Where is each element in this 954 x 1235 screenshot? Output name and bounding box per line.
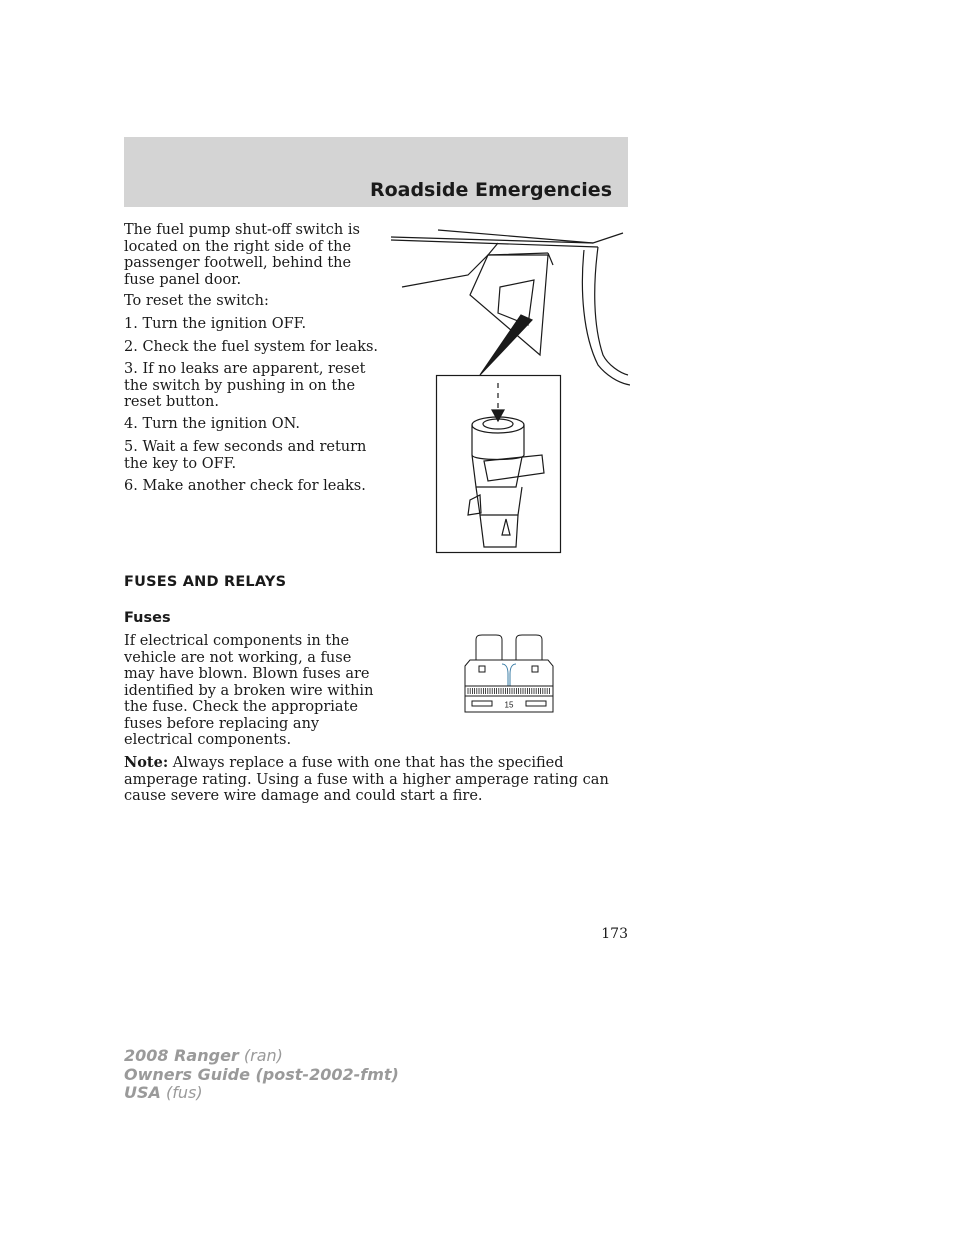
blade-fuse-illustration [462, 634, 556, 716]
note-label: Note: [124, 754, 169, 771]
fuses-paragraph: If electrical components in the vehicle are not working, a fuse may have blown. Blown fuses are identified by a broken wire within the fuse. Check the appropriate fuses before replacing any electrical components. [124, 633, 374, 748]
note-text: Always replace a fuse with one that has the specified amperage rating. Using a fuse with a higher amperage rating can cause severe wire damage and could start a fire. [124, 755, 609, 804]
footer-market: USA [124, 1083, 161, 1102]
step-4: 4. Turn the ignition ON. [124, 416, 300, 432]
header-band [124, 137, 628, 207]
step-6: 6. Make another check for leaks. [124, 478, 366, 494]
footer-model-code: (ran) [238, 1046, 283, 1065]
page-number: 173 [601, 926, 628, 942]
step-2: 2. Check the fuel system for leaks. [124, 339, 379, 355]
reset-intro: To reset the switch: [124, 293, 269, 309]
intro-paragraph: The fuel pump shut-off switch is located on the right side of the passenger footwell, behind the fuse panel door. [124, 222, 360, 288]
step-1: 1. Turn the ignition OFF. [124, 316, 307, 332]
section-heading-fuses-and-relays: FUSES AND RELAYS [124, 574, 287, 590]
step-5: 5. Wait a few seconds and return the key to OFF. [124, 439, 367, 472]
note-paragraph [124, 755, 629, 805]
footer-model: 2008 Ranger [124, 1046, 239, 1065]
page-title: Roadside Emergencies [369, 179, 612, 201]
footer-market-code: (fus) [160, 1083, 203, 1102]
step-3: 3. If no leaks are apparent, reset the switch by pushing in on the reset button. [124, 361, 366, 410]
footer [124, 1047, 399, 1103]
subsection-heading-fuses: Fuses [124, 610, 171, 626]
fuel-pump-switch-illustration [388, 225, 630, 557]
footer-line-1 [124, 1047, 399, 1066]
footer-line-2: Owners Guide (post-2002-fmt) [124, 1064, 399, 1084]
footer-line-3 [124, 1084, 399, 1103]
fuse-rating-label: 15 [504, 700, 514, 710]
